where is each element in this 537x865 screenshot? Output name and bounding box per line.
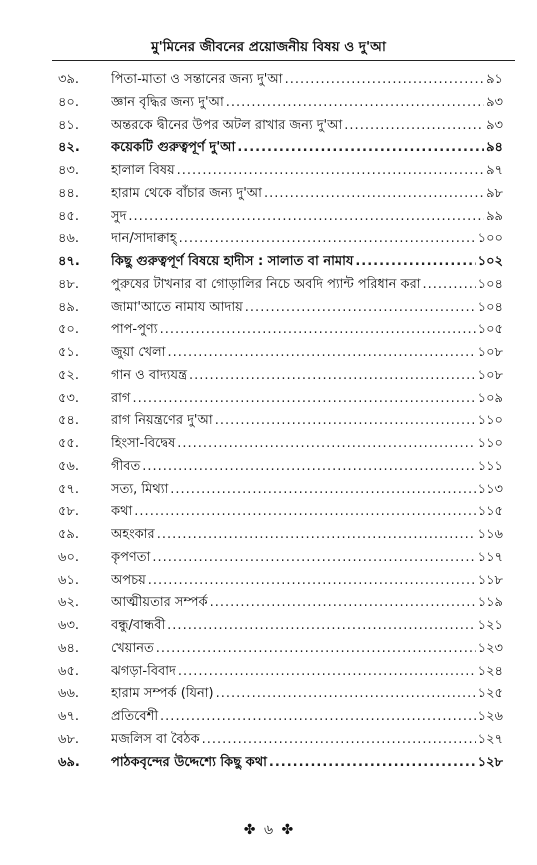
- left-ornament-icon: ✤: [243, 822, 256, 838]
- running-header: মু'মিনের জীবনের প্রয়োজনীয় বিষয় ও দু'আ: [151, 39, 386, 55]
- toc-row: [0, 274, 537, 297]
- toc-entry-number: ৪৪.: [58, 185, 80, 201]
- toc-entry-title: সত্য, মিথ্যা: [111, 481, 169, 497]
- dot-leader: [157, 524, 476, 547]
- toc-row: [0, 570, 537, 593]
- dot-leader: [148, 570, 476, 593]
- toc-entry-title: কৃপণতা: [111, 549, 151, 565]
- toc-entry-page: ৯৪: [486, 140, 503, 156]
- dot-leader: [189, 365, 476, 388]
- dot-leader: [142, 456, 475, 479]
- toc-entry-page: ৯৩: [486, 117, 503, 133]
- toc-entry-title: হারাম সম্পর্ক (যিনা): [111, 686, 214, 702]
- toc-row: [0, 479, 537, 502]
- dot-leader: [156, 638, 476, 661]
- toc-entry-number: ৬৯.: [58, 754, 80, 770]
- dot-leader: [167, 342, 475, 365]
- toc-entry: [111, 251, 503, 274]
- toc-row: [0, 388, 537, 411]
- toc-entry-page: ১০০: [477, 231, 503, 247]
- toc-entry-number: ৫১.: [58, 345, 80, 360]
- toc-entry-number: ৫৬.: [58, 458, 80, 474]
- table-of-contents: [0, 69, 537, 774]
- toc-entry-number: ৬১.: [58, 572, 80, 588]
- toc-entry-title: খেয়ানত: [111, 640, 154, 656]
- dot-leader: [177, 433, 475, 456]
- toc-entry-title: আত্মীয়তার সম্পর্ক: [111, 595, 208, 611]
- toc-entry: [111, 433, 503, 456]
- toc-row: [0, 501, 537, 524]
- toc-entry-number: ৪৬.: [58, 231, 80, 247]
- toc-entry-title: হিংসা-বিদ্বেষ: [111, 436, 176, 451]
- toc-entry-number: ৬৫.: [58, 663, 80, 679]
- toc-entry-title: অন্তরকে দ্বীনের উপর অটল রাখার জন্য দু'আ: [111, 117, 343, 133]
- toc-entry-number: ৫৫.: [58, 436, 80, 451]
- toc-row: [0, 297, 537, 320]
- toc-entry-page: ১১১: [477, 458, 503, 474]
- toc-entry-page: ১১০: [477, 413, 503, 429]
- toc-entry: [111, 729, 503, 752]
- toc-row: [0, 115, 537, 138]
- dot-leader: [423, 274, 476, 297]
- toc-entry-number: ৩৯.: [58, 72, 80, 87]
- right-ornament-icon: ✤: [281, 822, 294, 838]
- toc-entry-number: ৪১.: [58, 117, 80, 133]
- toc-entry-title: প্রতিবেশী: [111, 709, 159, 724]
- dot-leader: [355, 251, 475, 274]
- dot-leader: [134, 501, 475, 524]
- toc-entry: [111, 547, 503, 570]
- dot-leader: [264, 183, 484, 206]
- toc-row: [0, 410, 537, 433]
- toc-entry-page: ৯১: [486, 72, 503, 87]
- toc-entry: [111, 297, 503, 320]
- toc-entry-number: ৪৯.: [58, 299, 80, 315]
- toc-entry-page: ১১৮: [477, 572, 503, 588]
- toc-entry-title: কয়েকটি গুরুত্বপূর্ণ দু'আ: [111, 140, 236, 156]
- toc-row: [0, 251, 537, 274]
- toc-entry-number: ৪৩.: [58, 163, 80, 178]
- toc-entry-number: ৪০.: [58, 94, 80, 110]
- toc-entry-page: ১১৯: [477, 595, 503, 611]
- toc-entry-title: অহংকার: [111, 527, 155, 542]
- dot-leader: [128, 206, 484, 229]
- toc-row: [0, 160, 537, 183]
- toc-entry-number: ৬৮.: [58, 731, 80, 747]
- dot-leader: [245, 297, 476, 320]
- dot-leader: [178, 661, 476, 684]
- toc-entry: [111, 183, 503, 206]
- dot-leader: [237, 137, 484, 160]
- toc-row: [0, 615, 537, 638]
- toc-row: [0, 661, 537, 684]
- toc-entry: [111, 388, 503, 411]
- toc-entry-number: ৫৭.: [58, 481, 80, 497]
- header-rule: [52, 60, 515, 61]
- toc-entry: [111, 592, 503, 615]
- toc-entry-number: ৪৫.: [58, 208, 80, 224]
- dot-leader: [344, 115, 484, 138]
- toc-entry: [111, 524, 503, 547]
- toc-entry-page: ৯৮: [486, 185, 503, 201]
- toc-entry-title: মজলিস বা বৈঠক: [111, 731, 200, 747]
- toc-entry-page: ১০৮: [477, 345, 503, 360]
- toc-entry-number: ৫০.: [58, 322, 80, 338]
- toc-row: [0, 69, 537, 92]
- toc-entry-page: ১০৪: [477, 276, 503, 292]
- toc-entry-page: ১২১: [477, 618, 503, 633]
- toc-entry-number: ৬৭.: [58, 709, 80, 724]
- toc-entry-page: ১২৪: [477, 663, 503, 679]
- toc-entry: [111, 160, 503, 183]
- toc-entry-number: ৫৩.: [58, 390, 80, 406]
- toc-entry-page: ৯৯: [486, 208, 503, 224]
- toc-row: [0, 592, 537, 615]
- toc-entry: [111, 456, 503, 479]
- page-number: ৬: [263, 822, 274, 838]
- toc-entry: [111, 661, 503, 684]
- toc-row: [0, 524, 537, 547]
- dot-leader: [285, 69, 485, 92]
- toc-entry-title: পিতা-মাতা ও সন্তানের জন্য দু'আ: [111, 72, 283, 87]
- toc-entry-number: ৪৮.: [58, 276, 80, 292]
- toc-entry-page: ১২৬: [477, 709, 503, 724]
- toc-entry: [111, 319, 503, 342]
- dot-leader: [170, 479, 475, 502]
- toc-entry-number: ৫৪.: [58, 413, 80, 429]
- toc-entry: [111, 501, 503, 524]
- toc-entry-page: ১০৫: [477, 322, 503, 338]
- toc-entry-number: ৪২.: [58, 140, 80, 156]
- toc-entry: [111, 228, 503, 251]
- toc-entry: [111, 115, 503, 138]
- toc-entry: [111, 683, 503, 706]
- toc-entry: [111, 752, 503, 775]
- toc-entry-title: পাপ-পুণ্য: [111, 322, 158, 338]
- toc-row: [0, 365, 537, 388]
- toc-entry-title: কিছু গুরুত্বপূর্ণ বিষয়ে হাদীস : সালাত বা নামায: [111, 254, 354, 269]
- toc-entry: [111, 69, 503, 92]
- toc-entry-page: ১১৫: [477, 504, 503, 520]
- toc-entry-title: পুরুষের টাখনার বা গোড়ালির নিচে অবদি প্যান্ট পরিধান করা: [111, 276, 421, 292]
- toc-row: [0, 137, 537, 160]
- toc-entry: [111, 342, 503, 365]
- toc-row: [0, 206, 537, 229]
- toc-entry-title: গান ও বাদ্যযন্ত্র: [111, 367, 188, 383]
- toc-entry-page: ১২৭: [477, 731, 503, 747]
- toc-entry-title: পাঠকবৃন্দের উদ্দেশ্যে কিছু কথা: [111, 754, 267, 770]
- dot-leader: [210, 592, 476, 615]
- toc-entry: [111, 479, 503, 502]
- toc-row: [0, 638, 537, 661]
- dot-leader: [216, 683, 476, 706]
- toc-entry-title: গীবত: [111, 458, 141, 474]
- toc-entry: [111, 92, 503, 115]
- toc-entry-page: ১০৪: [477, 299, 503, 315]
- toc-entry-number: ৬২.: [58, 595, 80, 611]
- dot-leader: [269, 752, 476, 775]
- dot-leader: [167, 615, 476, 638]
- toc-row: [0, 729, 537, 752]
- toc-entry-title: জুয়া খেলা: [111, 345, 166, 360]
- toc-entry-title: জ্ঞান বৃদ্ধির জন্য দু'আ: [111, 94, 224, 110]
- toc-entry-title: রাগ: [111, 390, 131, 406]
- toc-entry-title: হারাম থেকে বাঁচার জন্য দু'আ: [111, 185, 262, 201]
- toc-row: [0, 342, 537, 365]
- dot-leader: [226, 92, 484, 115]
- toc-row: [0, 319, 537, 342]
- toc-entry: [111, 206, 503, 229]
- toc-row: [0, 433, 537, 456]
- toc-entry-page: ১০২: [477, 254, 503, 269]
- toc-entry: [111, 274, 503, 297]
- toc-entry-page: ৯৩: [486, 94, 503, 110]
- toc-entry-number: ৬৩.: [58, 618, 80, 633]
- toc-entry-number: ৫৮.: [58, 504, 80, 520]
- dot-leader: [179, 228, 476, 251]
- toc-row: [0, 456, 537, 479]
- toc-entry-page: ১২৫: [477, 686, 503, 702]
- toc-entry-number: ৫৯.: [58, 527, 80, 542]
- toc-entry-title: কথা: [111, 504, 133, 520]
- toc-entry: [111, 570, 503, 593]
- toc-entry: [111, 638, 503, 661]
- toc-row: [0, 706, 537, 729]
- toc-entry-number: ৬৬.: [58, 686, 80, 702]
- toc-row: [0, 547, 537, 570]
- toc-entry-title: সুদ: [111, 208, 127, 224]
- toc-entry-title: জামা'আতে নামায আদায়: [111, 299, 243, 315]
- dot-leader: [152, 547, 475, 570]
- toc-entry: [111, 706, 503, 729]
- toc-row: [0, 183, 537, 206]
- dot-leader: [215, 410, 476, 433]
- toc-row: [0, 683, 537, 706]
- dot-leader: [202, 729, 476, 752]
- toc-entry-page: ১০৮: [477, 367, 503, 383]
- toc-entry-title: বন্ধু/বান্ধবী: [111, 618, 166, 633]
- toc-entry-page: ১২৩: [477, 640, 503, 656]
- toc-entry-page: ১১০: [477, 436, 503, 451]
- toc-entry-page: ১১৬: [477, 527, 503, 542]
- toc-entry-page: ১১৩: [477, 481, 503, 497]
- toc-entry: [111, 615, 503, 638]
- dot-leader: [177, 160, 484, 183]
- toc-row: [0, 228, 537, 251]
- toc-row: [0, 92, 537, 115]
- toc-entry-number: ৬৪.: [58, 640, 80, 656]
- toc-entry: [111, 410, 503, 433]
- toc-entry-page: ১২৮: [477, 754, 503, 770]
- toc-entry: [111, 365, 503, 388]
- toc-entry-page: ১১৭: [477, 549, 503, 565]
- toc-entry-title: দান/সাদাক্বাহ্: [111, 231, 177, 247]
- toc-row: [0, 752, 537, 775]
- page-footer: [0, 818, 537, 842]
- toc-entry: [111, 137, 503, 160]
- toc-entry-number: ৫২.: [58, 367, 80, 383]
- toc-entry-number: ৬০.: [58, 549, 80, 565]
- dot-leader: [160, 706, 476, 729]
- dot-leader: [160, 319, 476, 342]
- toc-entry-number: ৪৭.: [58, 254, 80, 269]
- toc-entry-title: হালাল বিষয়: [111, 163, 175, 178]
- toc-entry-title: ঝগড়া-বিবাদ: [111, 663, 176, 679]
- toc-entry-page: ৯৭: [486, 163, 503, 178]
- toc-entry-title: অপচয়: [111, 572, 146, 588]
- toc-entry-page: ১০৯: [477, 390, 503, 406]
- toc-entry-title: রাগ নিয়ন্ত্রণের দু'আ: [111, 413, 213, 429]
- dot-leader: [132, 388, 475, 411]
